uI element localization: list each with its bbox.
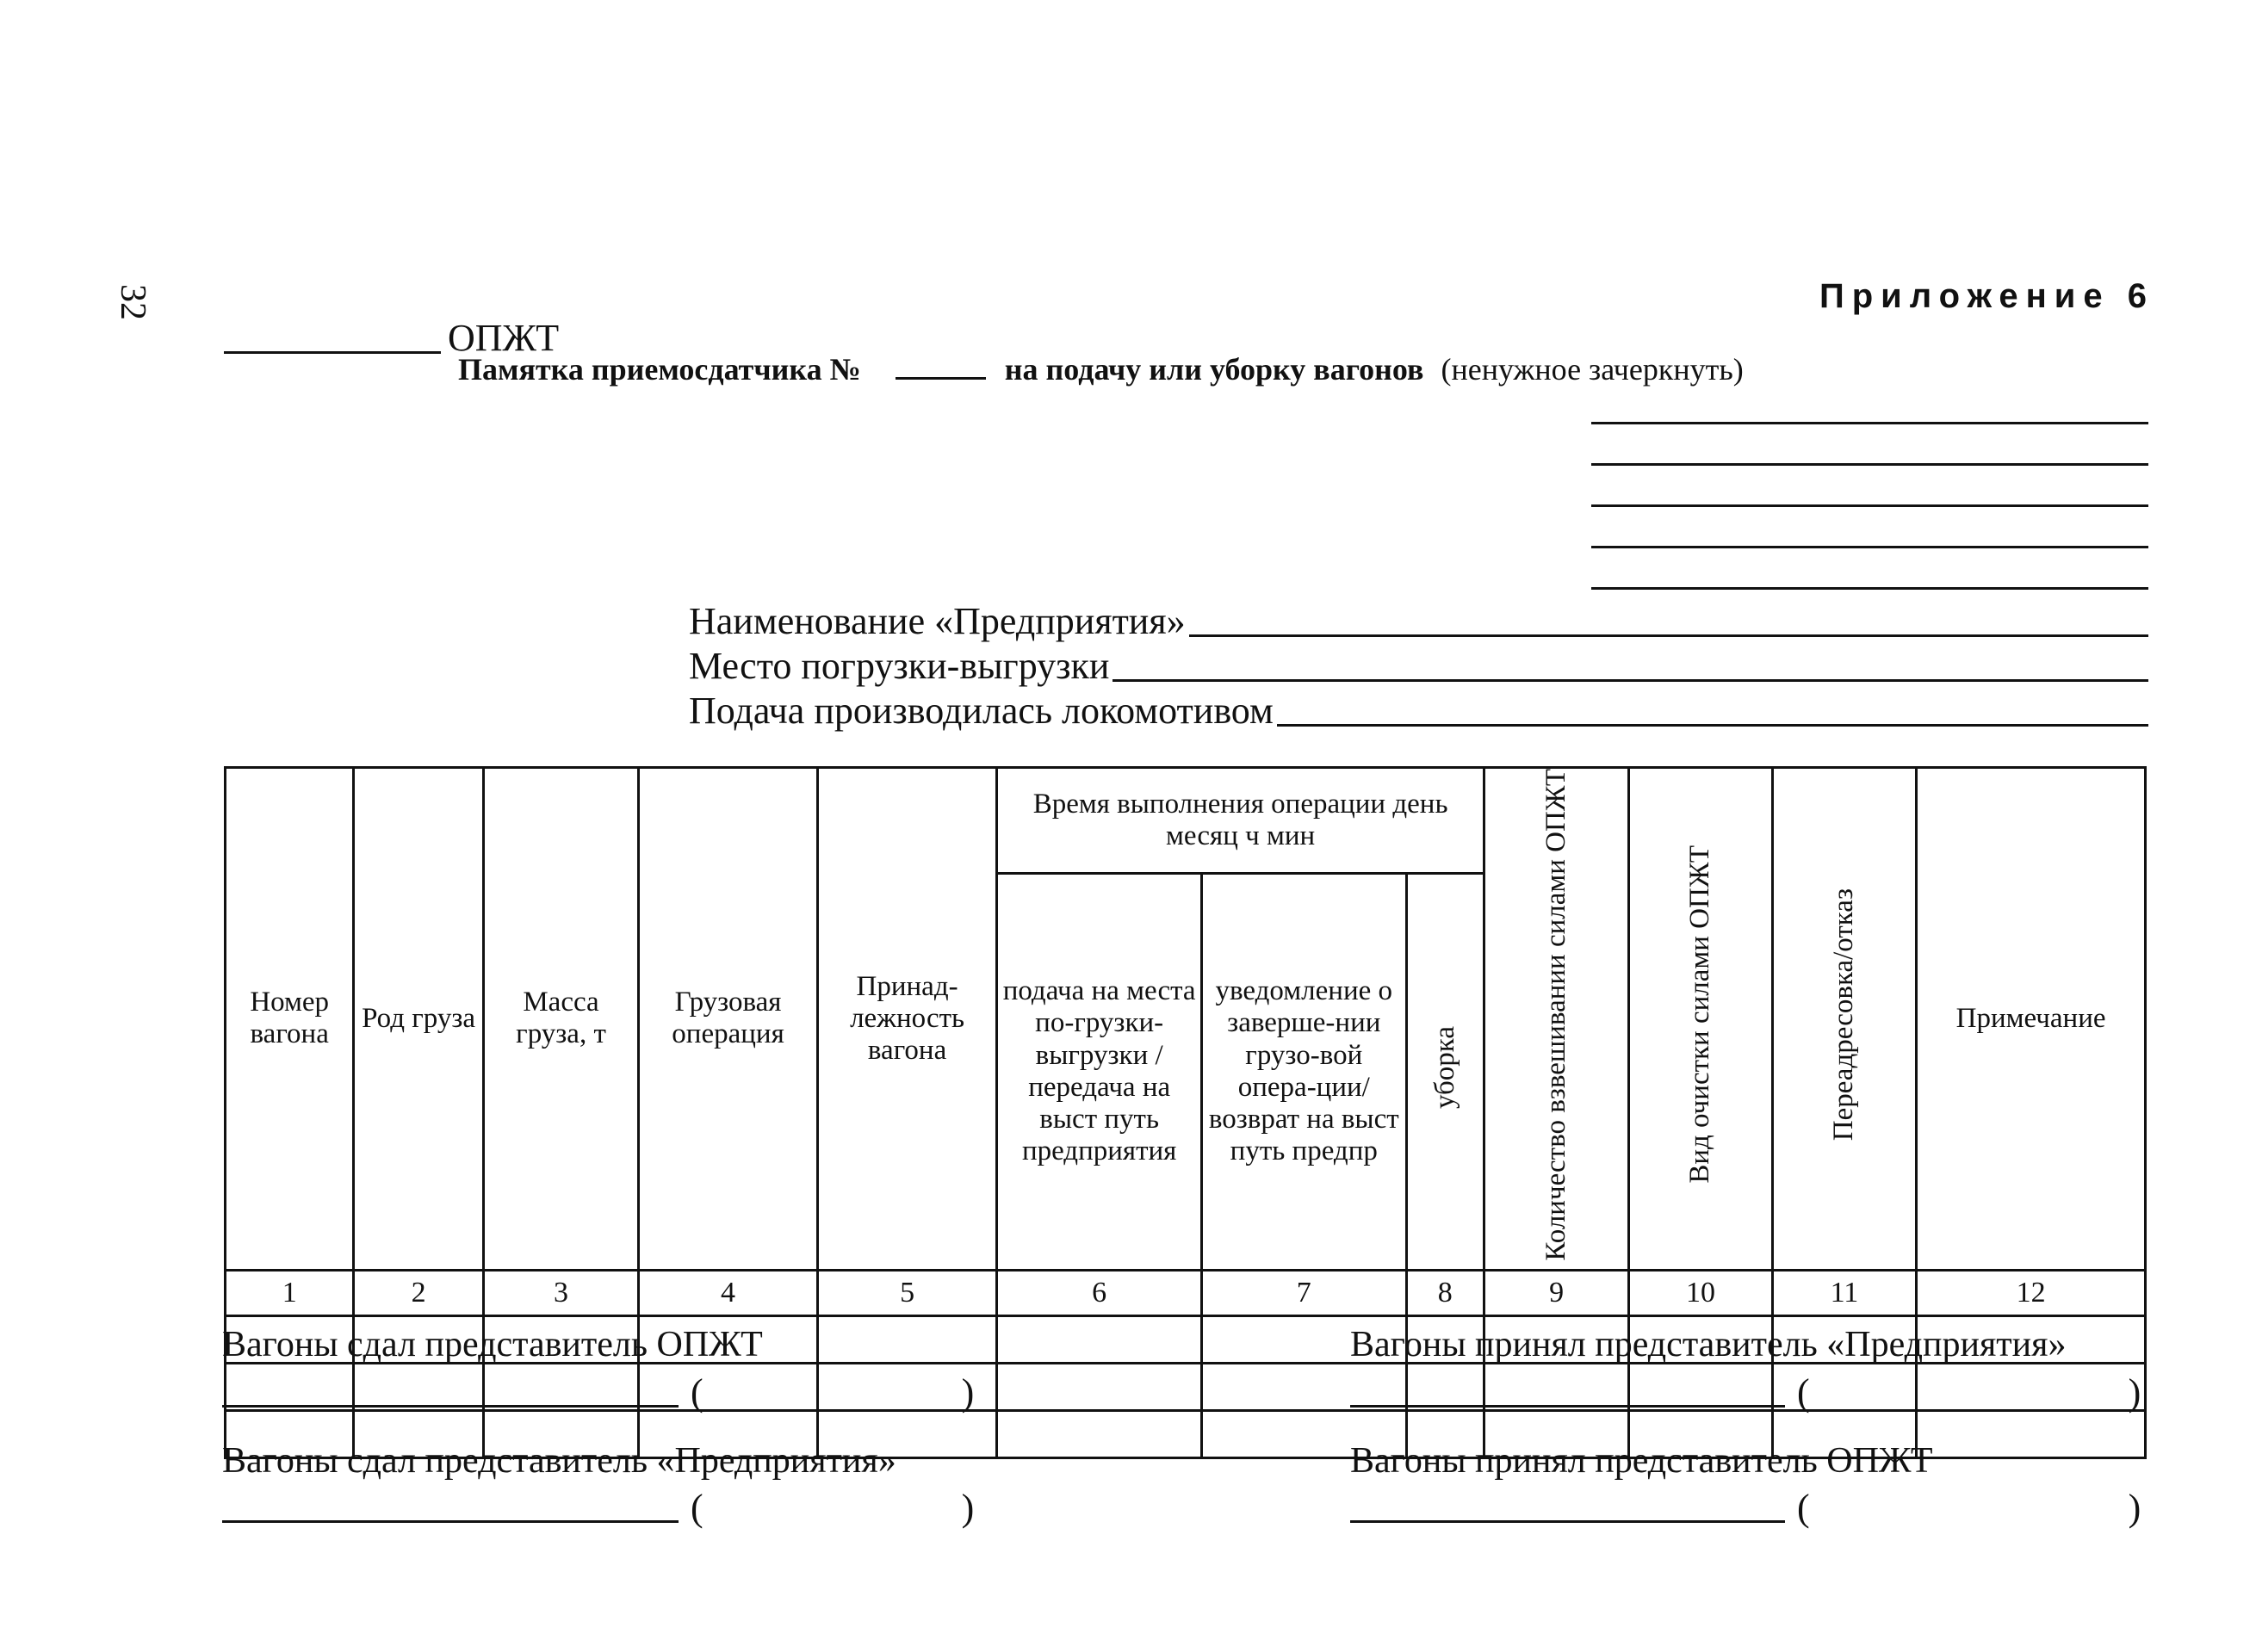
memo-title-line [458,351,1744,387]
column-number: 4 [639,1270,818,1315]
address-line-1 [1591,422,2148,424]
header-cargo-type: Род груза [354,768,483,1271]
header-removal [1406,873,1484,1270]
header-readdressing-text: Переадресовка/отказ [1828,888,1860,1142]
signature-2-open-paren: ( [1797,1371,1810,1414]
table-cell [997,1315,1202,1363]
signature-3-open-paren: ( [691,1487,703,1529]
table-cell [997,1363,1202,1410]
memo-title: Памятка приемосдатчика № [458,352,861,387]
enterprise-label: Наименование «Предприятия» [689,600,1186,642]
column-number: 8 [1406,1270,1484,1315]
header-wagon-number: Номер вагона [226,768,354,1271]
header-note: Примечание [1917,768,2146,1271]
memo-number-blank [896,351,986,380]
memo-note: (ненужное зачеркнуть) [1441,352,1744,387]
locomotive-label: Подача производилась локомотивом [689,690,1274,732]
enterprise-field [689,599,2148,643]
org-suffix: ОПЖТ [448,317,560,359]
address-line-2 [1591,463,2148,466]
address-line-3 [1591,504,2148,507]
enterprise-blank [1189,634,2148,637]
header-cleaning-type [1629,768,1772,1271]
header-removal-text: уборка [1429,1026,1460,1110]
address-line-4 [1591,546,2148,548]
column-number: 5 [817,1270,997,1315]
place-label: Место погрузки-выгрузки [689,645,1110,687]
signature-1-blank [222,1405,679,1408]
column-number: 9 [1484,1270,1628,1315]
locomotive-blank [1277,724,2148,727]
signature-2-close-paren: ) [2128,1371,2141,1414]
header-wagon-ownership: Принад-лежность вагона [817,768,997,1271]
signature-1-label: Вагоны сдал представитель ОПЖТ [222,1325,763,1364]
page-number: 32 [113,284,152,320]
signature-2-label: Вагоны принял представитель «Предприятия» [1350,1325,2067,1364]
signature-4-line [1350,1486,2141,1530]
column-numbers-row [226,1270,2146,1315]
signature-4-close-paren: ) [2128,1487,2141,1529]
header-cargo-operation: Грузовая операция [639,768,818,1271]
signature-2-line [1350,1370,2141,1414]
place-blank [1113,679,2148,682]
locomotive-field [689,689,2148,733]
table-cell [1917,1410,2146,1457]
signature-3-close-paren: ) [961,1487,975,1529]
signature-1-line [222,1370,974,1414]
signature-3-line [222,1486,974,1530]
header-readdressing [1772,768,1916,1271]
address-line-5 [1591,587,2148,590]
memo-middle: на подачу или уборку вагонов [1004,352,1424,387]
signature-4-open-paren: ( [1797,1487,1810,1529]
header-cargo-mass: Масса груза, т [483,768,638,1271]
signature-4-blank [1350,1520,1785,1523]
header-weighing-count-text: Количество взвешивании силами ОПЖТ [1540,769,1571,1261]
header-weighing-count [1484,768,1628,1271]
signature-4-label: Вагоны принял представитель ОПЖТ [1350,1441,1933,1481]
signature-2-blank [1350,1405,1785,1408]
column-number: 2 [354,1270,483,1315]
column-number: 6 [997,1270,1202,1315]
table-cell [817,1315,997,1363]
header-notification: уведомление о заверше-нии грузо-вой опера-ции/ возврат на выст путь предпр [1201,873,1406,1270]
column-number: 12 [1917,1270,2146,1315]
column-number: 7 [1201,1270,1406,1315]
column-number: 3 [483,1270,638,1315]
signature-3-label: Вагоны сдал представитель «Предприятия» [222,1441,896,1481]
column-number: 1 [226,1270,354,1315]
place-field [689,644,2148,688]
header-time-group: Время выполнения операции день месяц ч мин [997,768,1484,874]
header-cleaning-type-text: Вид очистки силами ОПЖТ [1684,845,1716,1185]
header-delivery: подача на места по-грузки-выгрузки /передача на выст путь предприятия [997,873,1202,1270]
table-cell [997,1410,1202,1457]
org-name-blank [224,351,441,354]
column-number: 10 [1629,1270,1772,1315]
column-number: 11 [1772,1270,1916,1315]
appendix-title: Приложение 6 [1819,277,2154,315]
signature-3-blank [222,1520,679,1523]
signature-1-open-paren: ( [691,1371,703,1414]
signature-1-close-paren: ) [961,1371,975,1414]
